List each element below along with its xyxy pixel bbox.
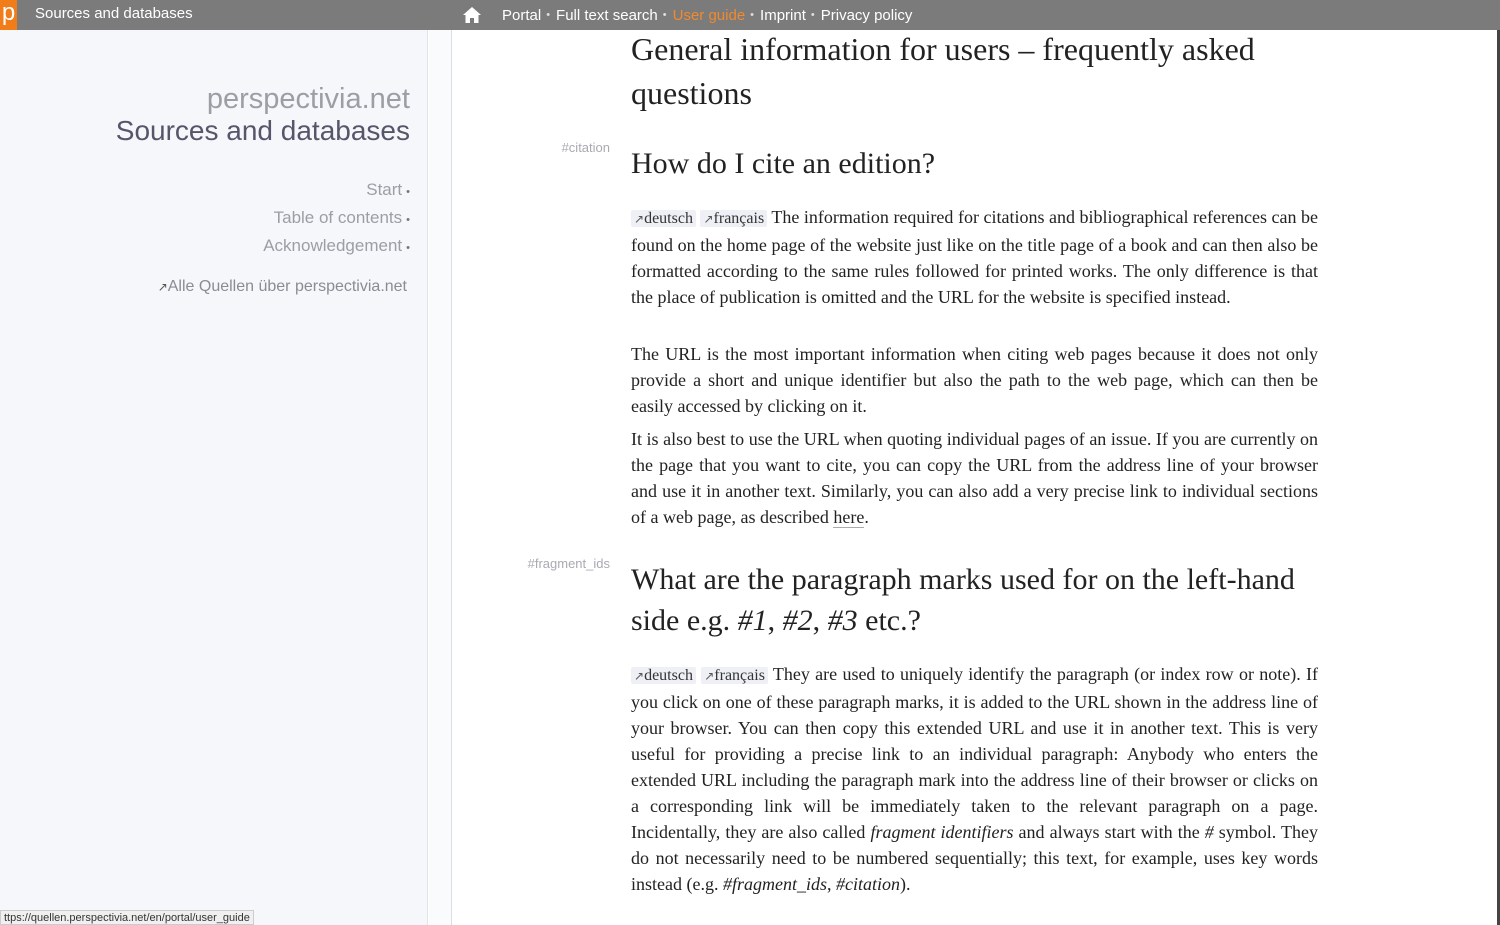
all-sources-label[interactable]: Alle Quellen über perspectivia.net bbox=[167, 278, 407, 295]
sidebar bbox=[0, 30, 428, 925]
sidebar-item-start[interactable] bbox=[263, 176, 410, 204]
sidebar-item-label[interactable]: Start bbox=[366, 180, 403, 199]
heading-text: What are the paragraph marks used for on the left-hand side e.g. bbox=[631, 563, 1295, 637]
sidebar-divider bbox=[429, 30, 452, 925]
lang-label[interactable]: français bbox=[713, 210, 765, 227]
lang-link-deutsch[interactable] bbox=[631, 210, 696, 227]
paragraph bbox=[631, 426, 1318, 530]
heading-mark: #3 bbox=[827, 604, 858, 637]
nav-separator: • bbox=[546, 9, 551, 21]
nav-portal[interactable]: Portal bbox=[502, 6, 542, 24]
nav-separator: • bbox=[406, 242, 410, 254]
sidebar-subtitle[interactable]: Sources and databases bbox=[115, 115, 410, 146]
paragraph-text: It is also best to use the URL when quoting individual pages of an issue. If you are currently on the page that you want to cite, you can copy the URL from the address line of your browser and use it in another text. Similarly, you can also add a very precise link to individual sections of a web page, as described bbox=[631, 429, 1318, 527]
external-link-icon: ↗ bbox=[704, 669, 715, 683]
nav-separator: • bbox=[662, 9, 667, 21]
nav-imprint[interactable]: Imprint bbox=[760, 6, 806, 24]
anchor-citation[interactable]: #citation bbox=[561, 140, 610, 155]
lang-link-francais[interactable] bbox=[700, 210, 767, 227]
example-anchor: #citation bbox=[835, 874, 900, 894]
heading-mark: #1 bbox=[737, 604, 768, 637]
external-link-icon: ↗ bbox=[157, 280, 168, 294]
emphasis-text: # bbox=[1204, 822, 1214, 842]
all-sources-link[interactable] bbox=[158, 278, 407, 296]
lang-label[interactable]: deutsch bbox=[644, 210, 693, 227]
home-icon[interactable] bbox=[462, 5, 482, 25]
nav-user-guide[interactable]: User guide bbox=[672, 6, 746, 24]
nav-separator: • bbox=[406, 186, 410, 198]
lang-label[interactable]: deutsch bbox=[644, 667, 693, 684]
emphasis-text: fragment identifiers bbox=[870, 822, 1014, 842]
punctuation: . bbox=[864, 507, 869, 527]
paragraph bbox=[631, 661, 1318, 897]
site-name[interactable]: Sources and databases bbox=[35, 5, 193, 22]
external-link-icon: ↗ bbox=[634, 669, 645, 683]
sidebar-nav bbox=[263, 176, 410, 260]
external-link-icon: ↗ bbox=[634, 212, 645, 226]
section-heading-citation: How do I cite an edition? bbox=[631, 147, 936, 180]
nav-full-text-search[interactable]: Full text search bbox=[556, 6, 658, 24]
nav-separator: • bbox=[750, 9, 755, 21]
punctuation: ). bbox=[899, 874, 911, 894]
nav-privacy-policy[interactable]: Privacy policy bbox=[820, 6, 913, 24]
status-bar-url: ttps://quellen.perspectivia.net/en/portal/user_guide bbox=[0, 910, 254, 925]
sidebar-item-acknowledgement[interactable] bbox=[263, 232, 410, 260]
section-heading-fragment-ids: What are the paragraph marks used for on the left-hand side e.g. #1, #2, #3 etc.? bbox=[631, 563, 1295, 637]
here-link[interactable]: here bbox=[833, 507, 865, 527]
example-anchor: #fragment_ids bbox=[722, 874, 827, 894]
page-title: General information for users – frequently asked questions bbox=[631, 31, 1255, 111]
external-link-icon: ↗ bbox=[703, 212, 714, 226]
paragraph-text: and always start with the bbox=[1018, 822, 1200, 842]
lang-label[interactable]: français bbox=[714, 667, 765, 684]
nav-separator: • bbox=[810, 9, 815, 21]
lang-link-deutsch[interactable] bbox=[631, 667, 696, 684]
paragraph-text: symbol. They do not necessarily need to be numbered sequentially; this text, for example, uses key words instead (e.g. bbox=[631, 822, 1318, 894]
top-nav bbox=[462, 3, 912, 27]
sidebar-item-label[interactable]: Table of contents bbox=[273, 208, 403, 227]
heading-mark: #2 bbox=[782, 604, 813, 637]
anchor-fragment-ids[interactable]: #fragment_ids bbox=[527, 556, 610, 571]
lang-link-francais[interactable] bbox=[701, 667, 768, 684]
perspectivia-logo[interactable]: p bbox=[0, 0, 17, 30]
heading-text: etc.? bbox=[865, 604, 921, 637]
sidebar-brand[interactable]: perspectivia.net bbox=[206, 83, 410, 115]
punctuation: , bbox=[826, 874, 832, 894]
nav-separator: • bbox=[406, 214, 410, 226]
top-bar bbox=[0, 0, 1500, 30]
paragraph: The URL is the most important information when citing web pages because it does not only provide a short and unique identifier but also the path to the web page, which can then be easily accessed by clicking on it. bbox=[631, 344, 1318, 416]
paragraph-text: They are used to uniquely identify the paragraph (or index row or note). If you click on one of these paragraph marks, it is added to the URL shown in the address line of your browser. You can then copy this extended URL and use it in another text. This is very useful for providing a precise link to an individual paragraph: Anybody who enters the extended URL including the paragraph mark into the address line of their browser or clicks on a corresponding link will be immediately taken to the relevant paragraph on a page. Incidentally, they are also called bbox=[631, 664, 1318, 842]
sidebar-item-table-of-contents[interactable] bbox=[263, 204, 410, 232]
paragraph-text: The information required for citations and bibliographical references can be found on the home page of the website just like on the title page of a book and can then also be formatted according to the same rules followed for printed works. The only difference is that the place of publication is omitted and the URL for the website is specified instead. bbox=[631, 207, 1318, 307]
paragraph bbox=[631, 204, 1318, 310]
sidebar-item-label[interactable]: Acknowledgement bbox=[263, 236, 403, 255]
